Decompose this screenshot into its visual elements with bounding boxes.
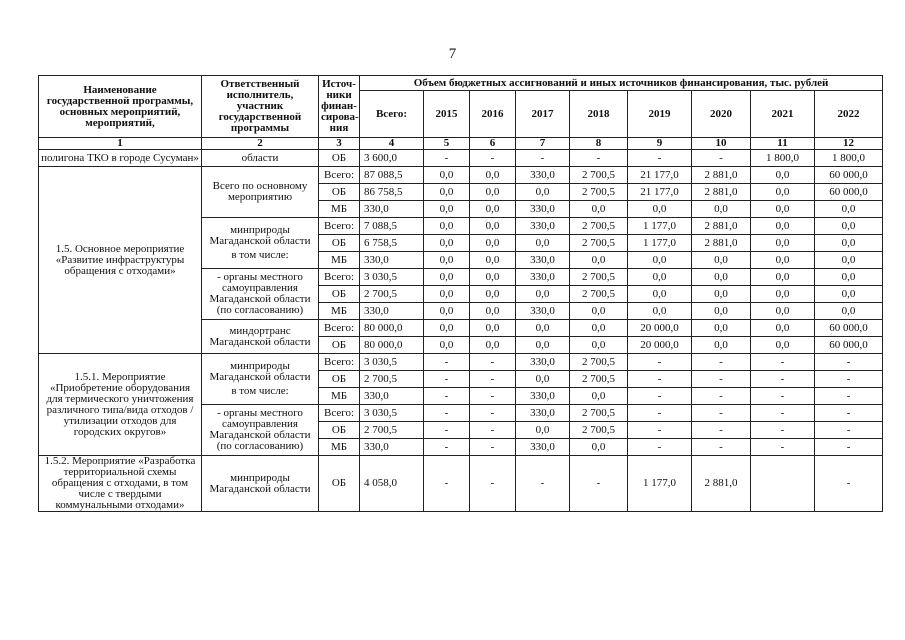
- amount-cell: 2 700,5: [570, 286, 628, 303]
- amount-cell: 2 881,0: [692, 184, 751, 201]
- table-row: [39, 456, 883, 512]
- funding-source-cell: МБ: [319, 201, 360, 218]
- amount-cell: 2 700,5: [570, 422, 628, 439]
- amount-cell: 20 000,0: [628, 320, 692, 337]
- amount-cell: 0,0: [815, 201, 883, 218]
- amount-cell: 0,0: [628, 201, 692, 218]
- responsible-name: минприроды Магаданской области: [209, 360, 311, 383]
- amount-cell: [751, 456, 815, 512]
- amount-cell: 2 700,5: [360, 422, 424, 439]
- amount-cell: 0,0: [628, 303, 692, 320]
- amount-cell: 0,0: [424, 167, 470, 184]
- amount-cell: 330,0: [360, 201, 424, 218]
- amount-cell: 330,0: [516, 388, 570, 405]
- column-number: 2: [202, 138, 319, 150]
- amount-cell: 0,0: [470, 218, 516, 235]
- amount-cell: 0,0: [516, 184, 570, 201]
- amount-cell: 0,0: [424, 201, 470, 218]
- table-row: [39, 354, 883, 371]
- amount-cell: 0,0: [570, 201, 628, 218]
- amount-cell: 330,0: [516, 218, 570, 235]
- amount-cell: 2 881,0: [692, 456, 751, 512]
- amount-cell: 3 600,0: [360, 150, 424, 167]
- amount-cell: 0,0: [516, 235, 570, 252]
- funding-source-cell: Всего:: [319, 167, 360, 184]
- amount-cell: 0,0: [751, 184, 815, 201]
- amount-cell: -: [628, 388, 692, 405]
- amount-cell: -: [815, 354, 883, 371]
- amount-cell: -: [628, 422, 692, 439]
- column-number: 6: [470, 138, 516, 150]
- amount-cell: 0,0: [751, 286, 815, 303]
- amount-cell: 0,0: [815, 303, 883, 320]
- amount-cell: 330,0: [516, 269, 570, 286]
- amount-cell: 330,0: [516, 252, 570, 269]
- amount-cell: -: [470, 371, 516, 388]
- responsible-name: - органы местного самоуправления Магаданской области (по согласованию): [209, 271, 311, 316]
- responsible-name: Всего по основному мероприятию: [212, 180, 308, 203]
- amount-cell: -: [470, 354, 516, 371]
- amount-cell: -: [470, 456, 516, 512]
- budget-table: [38, 75, 883, 512]
- amount-cell: 1 177,0: [628, 235, 692, 252]
- header-year: 2020: [692, 91, 751, 138]
- program-name-cell: 1.5.2. Мероприятие «Разработка территориальной схемы обращения с отходами, в том числе с твердыми коммунальными отходами»: [39, 456, 202, 512]
- amount-cell: 330,0: [360, 439, 424, 456]
- amount-cell: 2 700,5: [570, 405, 628, 422]
- amount-cell: -: [692, 371, 751, 388]
- amount-cell: -: [692, 439, 751, 456]
- amount-cell: 0,0: [692, 201, 751, 218]
- funding-source-cell: ОБ: [319, 456, 360, 512]
- header-year: 2015: [424, 91, 470, 138]
- amount-cell: 60 000,0: [815, 167, 883, 184]
- funding-source-cell: Всего:: [319, 218, 360, 235]
- column-number: 7: [516, 138, 570, 150]
- amount-cell: 4 058,0: [360, 456, 424, 512]
- amount-cell: -: [692, 405, 751, 422]
- amount-cell: 0,0: [570, 252, 628, 269]
- amount-cell: -: [751, 405, 815, 422]
- funding-source-cell: Всего:: [319, 405, 360, 422]
- header-funding-source: Источ-ники финан-сирова-ния: [319, 76, 360, 138]
- header-year: 2016: [470, 91, 516, 138]
- amount-cell: -: [751, 439, 815, 456]
- amount-cell: 0,0: [470, 269, 516, 286]
- amount-cell: 20 000,0: [628, 337, 692, 354]
- amount-cell: 0,0: [692, 252, 751, 269]
- header-program-name: Наименование государственной программы, основных мероприятий, мероприятий,: [39, 76, 202, 138]
- responsible-cell: [202, 354, 319, 405]
- amount-cell: 330,0: [360, 252, 424, 269]
- amount-cell: -: [570, 150, 628, 167]
- responsible-cell: [202, 456, 319, 512]
- amount-cell: -: [751, 422, 815, 439]
- header-responsible: Ответственный исполнитель, участник государственной программы: [202, 76, 319, 138]
- column-number: 5: [424, 138, 470, 150]
- funding-source-cell: ОБ: [319, 422, 360, 439]
- responsible-cell: [202, 269, 319, 320]
- amount-cell: 0,0: [470, 184, 516, 201]
- amount-cell: -: [424, 439, 470, 456]
- column-number: 10: [692, 138, 751, 150]
- amount-cell: 0,0: [815, 286, 883, 303]
- amount-cell: -: [815, 422, 883, 439]
- funding-source-cell: ОБ: [319, 371, 360, 388]
- amount-cell: 2 700,5: [570, 235, 628, 252]
- amount-cell: 0,0: [470, 337, 516, 354]
- amount-cell: 0,0: [692, 286, 751, 303]
- header-year: 2017: [516, 91, 570, 138]
- responsible-cell: [202, 167, 319, 218]
- header-year: 2019: [628, 91, 692, 138]
- amount-cell: 0,0: [470, 201, 516, 218]
- amount-cell: -: [424, 456, 470, 512]
- amount-cell: -: [628, 150, 692, 167]
- amount-cell: 0,0: [516, 337, 570, 354]
- amount-cell: 0,0: [516, 422, 570, 439]
- amount-cell: -: [628, 405, 692, 422]
- responsible-name: - органы местного самоуправления Магаданской области (по согласованию): [209, 407, 311, 452]
- amount-cell: 2 700,5: [570, 354, 628, 371]
- amount-cell: 87 088,5: [360, 167, 424, 184]
- funding-source-cell: Всего:: [319, 320, 360, 337]
- amount-cell: -: [470, 422, 516, 439]
- column-number: 9: [628, 138, 692, 150]
- amount-cell: 0,0: [424, 235, 470, 252]
- amount-cell: 0,0: [570, 388, 628, 405]
- amount-cell: -: [751, 388, 815, 405]
- funding-source-cell: МБ: [319, 303, 360, 320]
- header-year: 2021: [751, 91, 815, 138]
- amount-cell: -: [470, 150, 516, 167]
- amount-cell: 1 800,0: [815, 150, 883, 167]
- responsible-cell: [202, 320, 319, 354]
- amount-cell: 0,0: [692, 303, 751, 320]
- amount-cell: 1 177,0: [628, 218, 692, 235]
- amount-cell: 2 700,5: [360, 371, 424, 388]
- amount-cell: 6 758,5: [360, 235, 424, 252]
- amount-cell: 60 000,0: [815, 184, 883, 201]
- program-name-cell: 1.5. Основное мероприятие «Развитие инфраструктуры обращения с отходами»: [39, 167, 202, 354]
- funding-source-cell: МБ: [319, 439, 360, 456]
- amount-cell: 0,0: [424, 218, 470, 235]
- responsible-note: в том числе:: [231, 249, 289, 261]
- amount-cell: 0,0: [751, 167, 815, 184]
- amount-cell: -: [424, 371, 470, 388]
- amount-cell: -: [751, 354, 815, 371]
- funding-source-cell: МБ: [319, 388, 360, 405]
- funding-source-cell: ОБ: [319, 337, 360, 354]
- amount-cell: -: [424, 354, 470, 371]
- funding-source-cell: Всего:: [319, 269, 360, 286]
- amount-cell: -: [628, 354, 692, 371]
- responsible-note: в том числе:: [231, 385, 289, 397]
- column-number: 3: [319, 138, 360, 150]
- amount-cell: 0,0: [815, 252, 883, 269]
- amount-cell: 0,0: [692, 337, 751, 354]
- amount-cell: -: [470, 439, 516, 456]
- amount-cell: 0,0: [470, 235, 516, 252]
- amount-cell: 3 030,5: [360, 354, 424, 371]
- amount-cell: 2 881,0: [692, 218, 751, 235]
- program-name-cell: полигона ТКО в городе Сусуман»: [39, 150, 202, 167]
- page-number: 7: [448, 46, 457, 62]
- amount-cell: 0,0: [692, 269, 751, 286]
- amount-cell: -: [628, 371, 692, 388]
- amount-cell: -: [516, 456, 570, 512]
- amount-cell: -: [692, 422, 751, 439]
- amount-cell: 0,0: [424, 269, 470, 286]
- amount-cell: 7 088,5: [360, 218, 424, 235]
- column-number: 11: [751, 138, 815, 150]
- amount-cell: -: [424, 388, 470, 405]
- amount-cell: 0,0: [470, 286, 516, 303]
- amount-cell: 21 177,0: [628, 167, 692, 184]
- amount-cell: 0,0: [570, 303, 628, 320]
- amount-cell: 86 758,5: [360, 184, 424, 201]
- column-number: 8: [570, 138, 628, 150]
- amount-cell: 0,0: [815, 269, 883, 286]
- amount-cell: 0,0: [628, 269, 692, 286]
- amount-cell: 1 177,0: [628, 456, 692, 512]
- responsible-name: миндортранс Магаданской области: [209, 324, 311, 348]
- amount-cell: 3 030,5: [360, 269, 424, 286]
- amount-cell: 80 000,0: [360, 320, 424, 337]
- amount-cell: 330,0: [516, 303, 570, 320]
- responsible-name: минприроды Магаданской области: [209, 224, 311, 247]
- amount-cell: 0,0: [751, 218, 815, 235]
- amount-cell: 2 700,5: [570, 167, 628, 184]
- amount-cell: 330,0: [516, 167, 570, 184]
- amount-cell: 0,0: [570, 320, 628, 337]
- amount-cell: 80 000,0: [360, 337, 424, 354]
- amount-cell: 330,0: [360, 303, 424, 320]
- amount-cell: 2 700,5: [570, 184, 628, 201]
- amount-cell: 21 177,0: [628, 184, 692, 201]
- amount-cell: 2 700,5: [360, 286, 424, 303]
- column-number: 12: [815, 138, 883, 150]
- amount-cell: 0,0: [424, 337, 470, 354]
- header-year: 2022: [815, 91, 883, 138]
- amount-cell: -: [692, 354, 751, 371]
- amount-cell: 0,0: [751, 201, 815, 218]
- amount-cell: 0,0: [751, 252, 815, 269]
- responsible-name: минприроды Магаданской области: [209, 471, 311, 495]
- header-year: Всего:: [360, 91, 424, 138]
- amount-cell: 60 000,0: [815, 337, 883, 354]
- column-number-row: [39, 138, 883, 150]
- amount-cell: -: [751, 371, 815, 388]
- amount-cell: 330,0: [516, 201, 570, 218]
- amount-cell: -: [815, 405, 883, 422]
- amount-cell: 0,0: [815, 235, 883, 252]
- amount-cell: 0,0: [424, 252, 470, 269]
- amount-cell: 0,0: [470, 167, 516, 184]
- column-number: 4: [360, 138, 424, 150]
- amount-cell: -: [424, 405, 470, 422]
- amount-cell: 0,0: [751, 303, 815, 320]
- header-budget-group: Объем бюджетных ассигнований и иных источников финансирования, тыс. рублей: [360, 76, 883, 91]
- amount-cell: 2 700,5: [570, 371, 628, 388]
- amount-cell: -: [815, 388, 883, 405]
- amount-cell: 330,0: [516, 405, 570, 422]
- amount-cell: 2 881,0: [692, 235, 751, 252]
- column-number: 1: [39, 138, 202, 150]
- amount-cell: -: [628, 439, 692, 456]
- amount-cell: 0,0: [470, 320, 516, 337]
- amount-cell: 2 700,5: [570, 269, 628, 286]
- amount-cell: -: [692, 150, 751, 167]
- amount-cell: 0,0: [751, 269, 815, 286]
- amount-cell: 0,0: [570, 337, 628, 354]
- amount-cell: 0,0: [815, 218, 883, 235]
- amount-cell: 0,0: [516, 371, 570, 388]
- amount-cell: -: [424, 422, 470, 439]
- amount-cell: 330,0: [516, 439, 570, 456]
- amount-cell: -: [815, 456, 883, 512]
- amount-cell: 0,0: [751, 235, 815, 252]
- amount-cell: -: [570, 456, 628, 512]
- amount-cell: -: [692, 388, 751, 405]
- amount-cell: 330,0: [516, 354, 570, 371]
- table-row: [39, 150, 883, 167]
- table-row: [39, 167, 883, 184]
- funding-source-cell: ОБ: [319, 184, 360, 201]
- amount-cell: 3 030,5: [360, 405, 424, 422]
- amount-cell: 330,0: [360, 388, 424, 405]
- amount-cell: 0,0: [692, 320, 751, 337]
- table-body: [39, 150, 883, 512]
- responsible-cell: [202, 150, 319, 167]
- funding-source-cell: Всего:: [319, 354, 360, 371]
- amount-cell: 0,0: [516, 320, 570, 337]
- amount-cell: 0,0: [751, 337, 815, 354]
- amount-cell: 0,0: [424, 303, 470, 320]
- amount-cell: -: [470, 388, 516, 405]
- amount-cell: 0,0: [424, 286, 470, 303]
- amount-cell: -: [470, 405, 516, 422]
- amount-cell: 1 800,0: [751, 150, 815, 167]
- responsible-cell: [202, 218, 319, 269]
- amount-cell: 60 000,0: [815, 320, 883, 337]
- responsible-name: области: [241, 151, 279, 164]
- amount-cell: 0,0: [628, 286, 692, 303]
- amount-cell: 0,0: [424, 320, 470, 337]
- amount-cell: -: [424, 150, 470, 167]
- funding-source-cell: ОБ: [319, 235, 360, 252]
- amount-cell: 0,0: [751, 320, 815, 337]
- amount-cell: 0,0: [470, 303, 516, 320]
- amount-cell: 0,0: [570, 439, 628, 456]
- funding-source-cell: ОБ: [319, 150, 360, 167]
- header-year: 2018: [570, 91, 628, 138]
- funding-source-cell: МБ: [319, 252, 360, 269]
- amount-cell: 2 700,5: [570, 218, 628, 235]
- amount-cell: 0,0: [516, 286, 570, 303]
- amount-cell: -: [815, 439, 883, 456]
- amount-cell: 2 881,0: [692, 167, 751, 184]
- amount-cell: 0,0: [470, 252, 516, 269]
- amount-cell: 0,0: [424, 184, 470, 201]
- funding-source-cell: ОБ: [319, 286, 360, 303]
- amount-cell: -: [516, 150, 570, 167]
- amount-cell: 0,0: [628, 252, 692, 269]
- responsible-cell: [202, 405, 319, 456]
- program-name-cell: 1.5.1. Мероприятие «Приобретение оборудования для термического уничтожения различного типа/вида отходов /утилизации отходов для городских округов»: [39, 354, 202, 456]
- amount-cell: -: [815, 371, 883, 388]
